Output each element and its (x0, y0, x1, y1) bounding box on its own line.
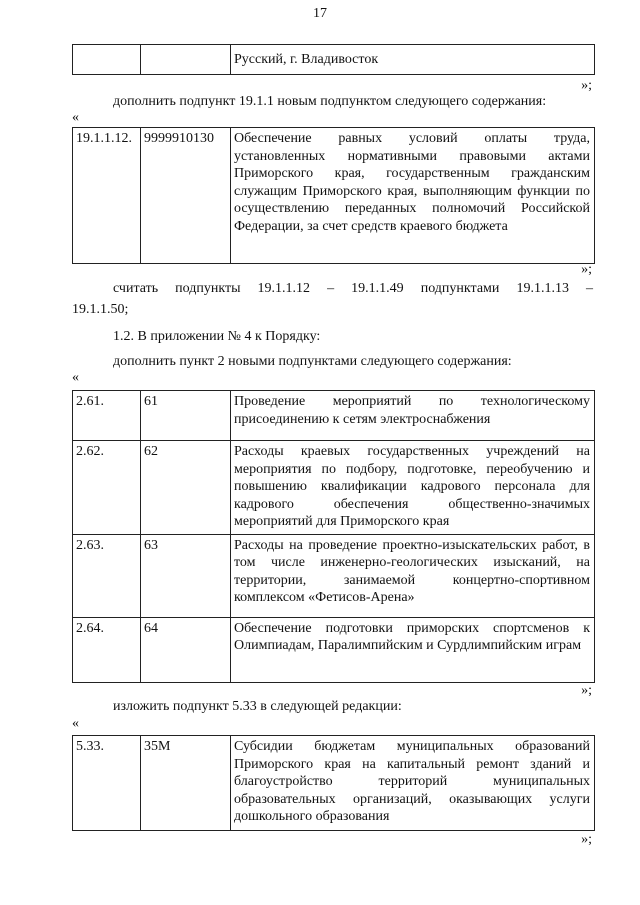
cell-number (73, 45, 141, 75)
table-row (73, 534, 595, 617)
cell-code: 64 (141, 617, 231, 682)
opening-quote: « (72, 370, 79, 385)
table-row (73, 736, 595, 831)
closing-quote: »; (581, 262, 592, 277)
paragraph-add-item-2: дополнить пункт 2 новыми подпунктами следующего содержания: (113, 354, 512, 369)
cell-description: Расходы на проведение проектно-изыскательских работ, в том числе инженерно-геологических изысканий, на территории, занимаемой концертно-спортивном комплексом «Фетисов-Арена» (231, 534, 595, 617)
table-item-2-subitems (72, 390, 595, 683)
opening-quote: « (72, 716, 79, 731)
cell-description: Русский, г. Владивосток (231, 45, 595, 75)
cell-number: 5.33. (73, 736, 141, 831)
table-row (73, 45, 595, 75)
cell-code: 9999910130 (141, 128, 231, 264)
table-row (73, 128, 595, 264)
paragraph-restate-5-33: изложить подпункт 5.33 в следующей редакции: (113, 699, 402, 714)
cell-description: Расходы краевых государственных учреждений на мероприятия по подбору, подготовке, переобучению и повышению квалификации кадрового персонала для кадрового обеспечения общественно-значимых мероприятий для Приморского края (231, 441, 595, 535)
cell-code: 62 (141, 441, 231, 535)
table-row (73, 391, 595, 441)
cell-number: 2.63. (73, 534, 141, 617)
cell-description: Обеспечение подготовки приморских спортсменов к Олимпиадам, Паралимпийским и Сурдлимпийским играм (231, 617, 595, 682)
page-number: 17 (313, 6, 327, 21)
cell-description: Субсидии бюджетам муниципальных образований Приморского края на капитальный ремонт зданий и благоустройство территорий муниципальных образовательных организаций, оказывающих услуги дошкольного образования (231, 736, 595, 831)
table-subitem-19-1-1-12 (72, 127, 595, 264)
table-row (73, 617, 595, 682)
cell-code: 35М (141, 736, 231, 831)
cell-number: 19.1.1.12. (73, 128, 141, 264)
cell-number: 2.64. (73, 617, 141, 682)
table-subitem-5-33 (72, 735, 595, 831)
paragraph-appendix-4: 1.2. В приложении № 4 к Порядку: (113, 329, 321, 344)
cell-code (141, 45, 231, 75)
cell-description: Обеспечение равных условий оплаты труда, установленных нормативными правовыми актами Приморского края, государственным гражданским служащим Приморского края, выполняющим функции по осуществлению переданных полномочий Российской Федерации, за счет средств краевого бюджета (231, 128, 595, 264)
cell-description: Проведение мероприятий по технологическому присоединению к сетям электроснабжения (231, 391, 595, 441)
closing-quote: »; (581, 832, 592, 847)
cell-code: 61 (141, 391, 231, 441)
closing-quote: »; (581, 683, 592, 698)
closing-quote: »; (581, 78, 592, 93)
table-continuation (72, 44, 595, 75)
cell-number: 2.61. (73, 391, 141, 441)
table-row (73, 441, 595, 535)
cell-number: 2.62. (73, 441, 141, 535)
cell-code: 63 (141, 534, 231, 617)
opening-quote: « (72, 110, 79, 125)
paragraph-add-subitem: дополнить подпункт 19.1.1 новым подпунктом следующего содержания: (113, 94, 547, 109)
paragraph-renumber-line2: 19.1.1.50; (72, 302, 129, 317)
paragraph-renumber-line1: считать подпункты 19.1.1.12 – 19.1.1.49 подпунктами 19.1.1.13 – (113, 281, 593, 296)
